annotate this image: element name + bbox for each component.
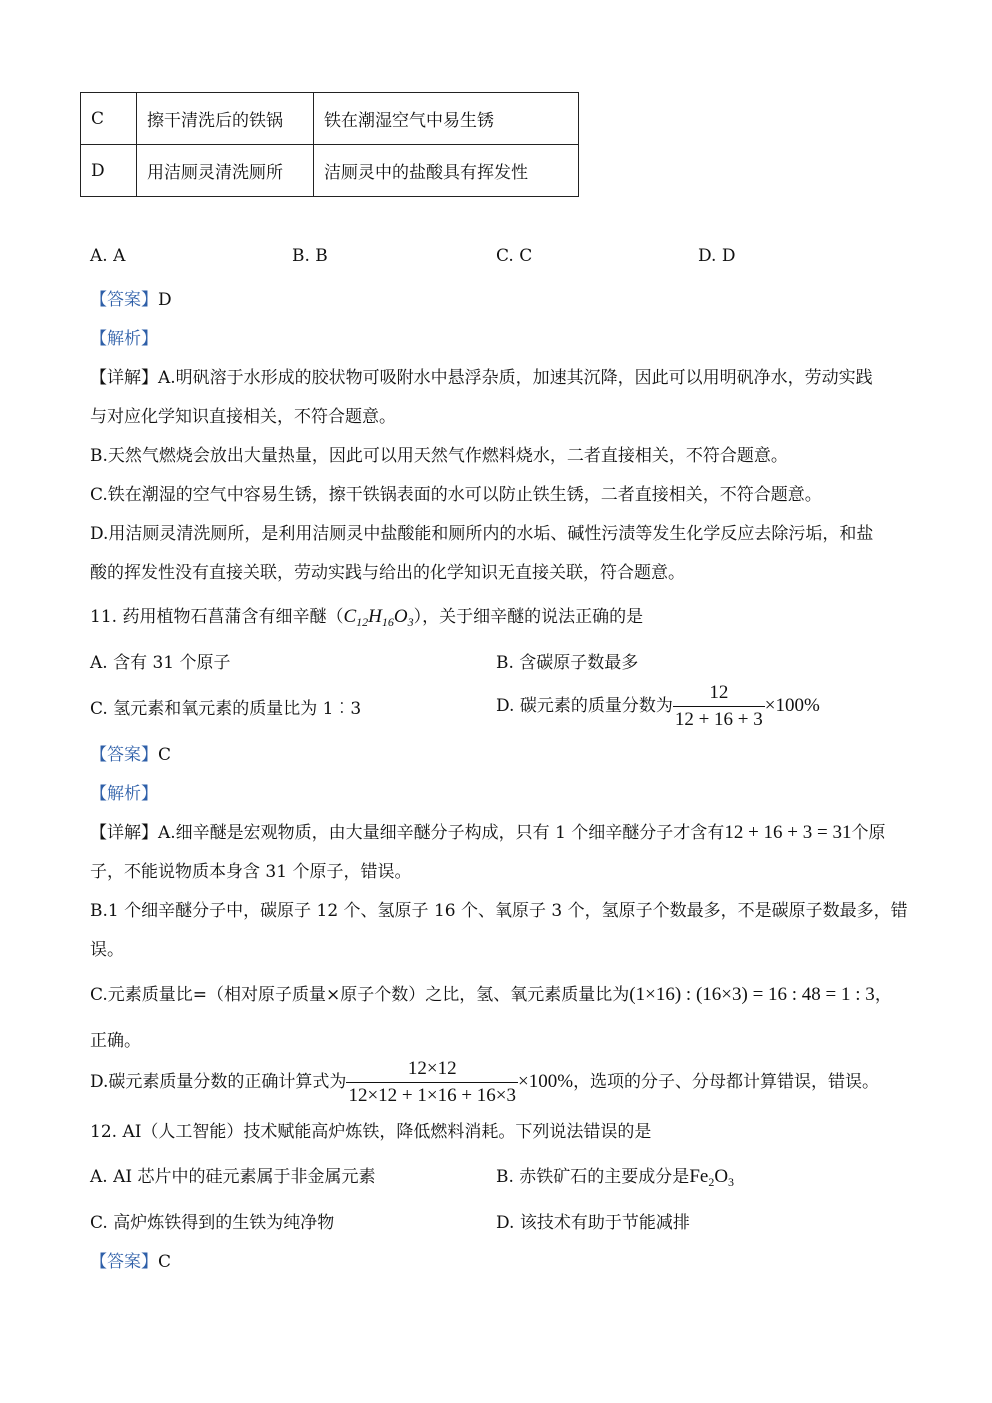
q11-detail-line: 正确。 (90, 1031, 141, 1051)
q12-option-c: C. 高炉炼铁得到的生铁为纯净物 (90, 1213, 335, 1233)
q11-option-d (496, 682, 820, 731)
q10-answer (90, 285, 172, 310)
choice-a: A. A (90, 246, 126, 266)
stem-text: ），关于细辛醚的说法正确的是 (413, 607, 644, 627)
fraction: $\frac{12}{12 + 16 + 3}$ (674, 682, 763, 730)
q11-detail-b: B.1 个细辛醚分子中，碳原子 12 个、氢原子 16 个、氧原子 3 个，氢原子个数最多，不是碳原子数最多，错 (90, 901, 908, 921)
q11-option-a: A. 含有 31 个原子 (90, 653, 231, 673)
options-table (80, 92, 579, 197)
answer-value: D (158, 290, 172, 310)
stem-text: 11. 药用植物石菖蒲含有细辛醚（ (90, 607, 344, 627)
choice-d: D. D (698, 246, 736, 266)
answer-value: C (158, 745, 172, 765)
table-cell-knowledge: 洁厕灵中的盐酸具有挥发性 (314, 145, 579, 197)
q11-detail-line: 子，不能说物质本身含 31 个原子，错误。 (90, 862, 412, 882)
answer-tag: 【答案】 (90, 290, 158, 310)
table-cell-practice: 擦干清洗后的铁锅 (137, 93, 314, 145)
q11-option-c: C. 氢元素和氧元素的质量比为 1︰3 (90, 699, 362, 719)
q10-detail-line: D.用洁厕灵清洗厕所，是利用洁厕灵中盐酸能和厕所内的水垢、碱性污渍等发生化学反应去除污垢，和盐 (90, 524, 874, 544)
table-cell-option: D (81, 145, 137, 197)
q10-detail-line: C.铁在潮湿的空气中容易生锈，擦干铁锅表面的水可以防止铁生锈，二者直接相关，不符合题意。 (90, 485, 822, 505)
formula: $C_{12}H_{16}O_3$ (343, 606, 414, 629)
q11-stem (90, 602, 643, 630)
q12-option-b: B. 赤铁矿石的主要成分是$Fe_2O_3$ (496, 1166, 735, 1189)
q12-option-d: D. 该技术有助于节能减排 (496, 1213, 690, 1233)
q11-answer (90, 740, 171, 765)
fraction: $\frac{12\times 12}{12\times 12 + 1\times 16 + 16\times 3}$ (348, 1058, 517, 1106)
detail-text: A.明矾溶于水形成的胶状物可吸附水中悬浮杂质，加速其沉降，因此可以用明矾净水，劳动实践 (158, 368, 873, 388)
detail-tag: 【详解】 (90, 368, 158, 388)
q10-detail-line: B.天然气燃烧会放出大量热量，因此可以用天然气作燃料烧水，二者直接相关，不符合题意。 (90, 446, 788, 466)
q11-detail-d: D.碳元素质量分数的正确计算式为 $\frac{12\times 12}{12\times 12 + 1\times 16 + 16\times 3}$ ×100%，选项的分子、分母都计算错误，错误。 (90, 1058, 880, 1106)
q10-detail-line: 与对应化学知识直接相关，不符合题意。 (90, 407, 396, 427)
q10-detail-line (90, 363, 873, 388)
q10-analysis-tag: 【解析】 (90, 329, 158, 349)
q11-detail-a: 【详解】A.细辛醚是宏观物质，由大量细辛醚分子构成，只有 1 个细辛醚分子才含有12 + 16 + 3 = 31个原 (90, 822, 886, 843)
q12-stem: 12. AI（人工智能）技术赋能高炉炼铁，降低燃料消耗。下列说法错误的是 (90, 1122, 652, 1142)
q11-detail-c: C.元素质量比=（相对原子质量×原子个数）之比，氢、氧元素质量比为(1×16) : (16×3) = 16 : 48 = 1 : 3， (90, 984, 892, 1005)
q11-option-b: B. 含碳原子数最多 (496, 653, 639, 673)
table-cell-option: C (81, 93, 137, 145)
choice-c: C. C (496, 246, 533, 266)
table-row (81, 93, 579, 145)
q11-analysis-tag: 【解析】 (90, 784, 158, 804)
table-cell-knowledge: 铁在潮湿空气中易生锈 (314, 93, 579, 145)
answer-tag: 【答案】 (90, 745, 158, 765)
formula: $Fe_2O_3$ (689, 1166, 735, 1189)
table-row (81, 145, 579, 197)
answer-tag: 【答案】 (90, 1252, 158, 1272)
choice-b: B. B (292, 246, 328, 266)
q11-detail-line: 误。 (90, 940, 124, 960)
answer-value: C (158, 1252, 172, 1272)
q12-option-a: A. AI 芯片中的硅元素属于非金属元素 (90, 1167, 376, 1187)
option-text: D. 碳元素的质量分数为 (496, 696, 673, 716)
q12-answer (90, 1247, 171, 1272)
q10-detail-line: 酸的挥发性没有直接关联，劳动实践与给出的化学知识无直接关联，符合题意。 (90, 563, 685, 583)
table-cell-practice: 用洁厕灵清洗厕所 (137, 145, 314, 197)
percent: ×100% (764, 695, 820, 716)
